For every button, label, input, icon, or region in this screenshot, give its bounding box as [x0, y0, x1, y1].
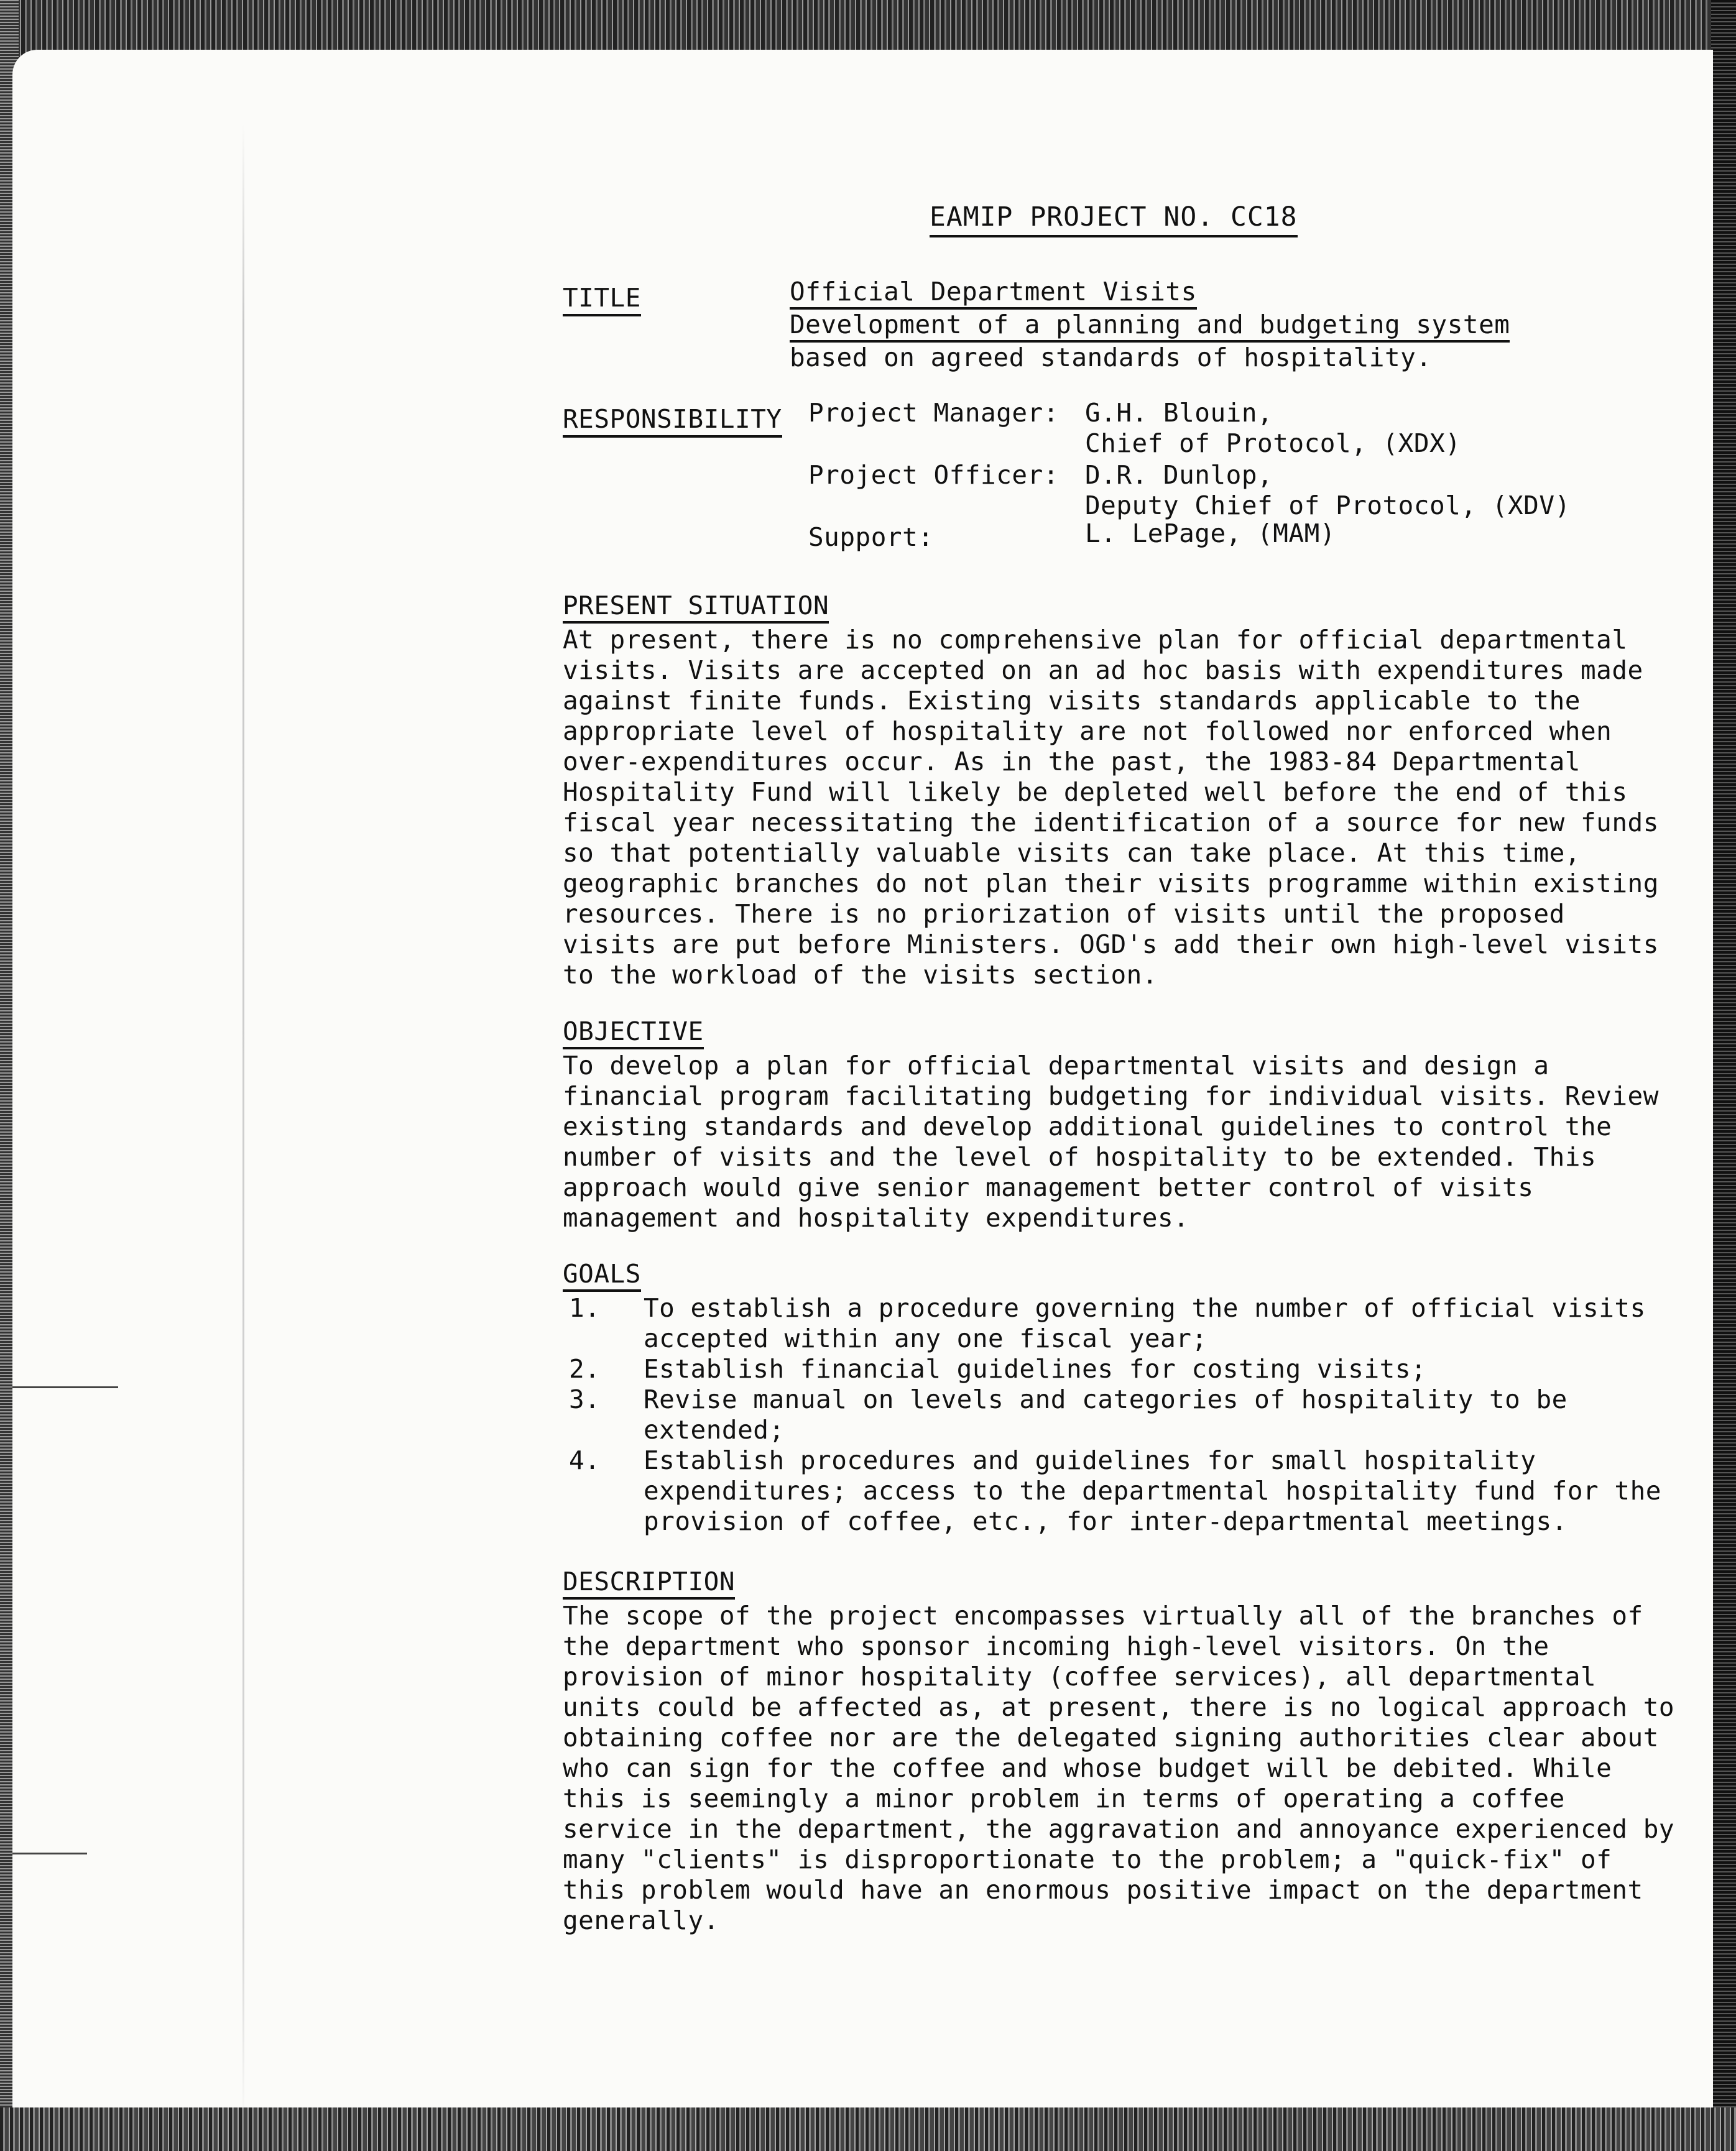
- scan-edge-right: [1711, 0, 1736, 2151]
- title-main: Official Department Visits: [790, 277, 1197, 310]
- goal-item: [563, 1384, 1676, 1445]
- goal-item: [563, 1445, 1676, 1537]
- goals-heading: GOALS: [563, 1259, 641, 1292]
- objective-text: To develop a plan for official departmental visits and design a financial program facilitating budgeting for individual visits. Review existing standards and develop additional guidelines to control the number of visits and the level of hospitality to be extended. This approach would give senior management better control of visits management and hospitality expenditures.: [563, 1051, 1659, 1233]
- responsibility-name: L. LePage, (MAM): [1085, 518, 1336, 548]
- description-text: The scope of the project encompasses virtually all of the branches of the department who sponsor incoming high-level visitors. On the provision of minor hospitality (coffee services), all departmental units could be affected as, at present, there is no logical approach to obtaining coffee nor are the delegated signing authorities clear about who can sign for the coffee and whose budget will be debited. While this is seemingly a minor problem in terms of operating a coffee service in the department, the aggravation and annoyance experienced by many "clients" is disproportionate to the problem; a "quick-fix" of this problem would have an enormous positive impact on the department generally.: [563, 1601, 1675, 1935]
- goal-text: Establish financial guidelines for costing visits;: [644, 1354, 1427, 1384]
- project-number: EAMIP PROJECT NO. CC18: [930, 201, 1298, 237]
- objective-section: [563, 1016, 1676, 1233]
- scan-edge-bottom: [0, 2107, 1736, 2151]
- title-line: based on agreed standards of hospitality.: [790, 343, 1432, 372]
- goal-number: 3.: [569, 1384, 601, 1414]
- responsibility-role: Project Manager:: [808, 398, 1059, 428]
- responsibility-title: Chief of Protocol, (XDX): [1085, 428, 1461, 458]
- project-heading: [930, 202, 1298, 233]
- title-line: Development of a planning and budgeting system: [790, 310, 1510, 343]
- binder-mark: [12, 1853, 87, 1854]
- responsibility-block: [563, 398, 1676, 553]
- responsibility-entry: [563, 398, 1676, 460]
- responsibility-name: D.R. Dunlop,: [1085, 460, 1273, 490]
- binder-mark: [12, 1386, 118, 1388]
- present-situation-heading: PRESENT SITUATION: [563, 591, 829, 624]
- present-situation-section: [563, 591, 1676, 990]
- responsibility-title: Deputy Chief of Protocol, (XDV): [1085, 491, 1571, 520]
- description-heading: DESCRIPTION: [563, 1567, 735, 1600]
- objective-heading: OBJECTIVE: [563, 1016, 704, 1049]
- responsibility-entry: [563, 460, 1676, 522]
- goals-section: [563, 1259, 1676, 1537]
- goal-text: Revise manual on levels and categories of hospitality to be extended;: [644, 1384, 1567, 1445]
- goal-item: [563, 1354, 1676, 1384]
- goal-text: To establish a procedure governing the number of official visits accepted within any one fiscal year;: [644, 1293, 1646, 1353]
- goals-list: [563, 1293, 1676, 1537]
- goal-number: 4.: [569, 1445, 601, 1475]
- responsibility-role: Project Officer:: [808, 460, 1059, 490]
- responsibility-label: RESPONSIBILITY: [563, 404, 782, 435]
- responsibility-entry: [563, 518, 1676, 553]
- binder-fold-line: [242, 124, 244, 2126]
- goal-number: 2.: [569, 1354, 601, 1384]
- description-section: [563, 1567, 1676, 1936]
- title-block: [790, 277, 1660, 373]
- present-situation-text: At present, there is no comprehensive plan for official departmental visits. Visits are accepted on an ad hoc basis with expenditures made against finite funds. Existing visits standards applicable to the appropriate level of hospitality are not followed nor enforced when over-expenditures occur. As in the past, the 1983-84 Departmental Hospitality Fund will likely be depleted well before the end of this fiscal year necessitating the identification of a source for new funds so that potentially valuable visits can take place. At this time, geographic branches do not plan their visits programme within existing resources. There is no priorization of visits until the proposed visits are put before Ministers. OGD's add their own high-level visits to the workload of the visits section.: [563, 625, 1659, 990]
- title-label: TITLE: [563, 283, 641, 313]
- responsibility-role: Support:: [808, 522, 934, 552]
- goal-item: [563, 1293, 1676, 1354]
- goal-text: Establish procedures and guidelines for small hospitality expenditures; access to the departmental hospitality fund for the provision of coffee, etc., for inter-departmental meetings.: [644, 1445, 1661, 1536]
- goal-number: 1.: [569, 1293, 601, 1323]
- responsibility-name: G.H. Blouin,: [1085, 398, 1273, 428]
